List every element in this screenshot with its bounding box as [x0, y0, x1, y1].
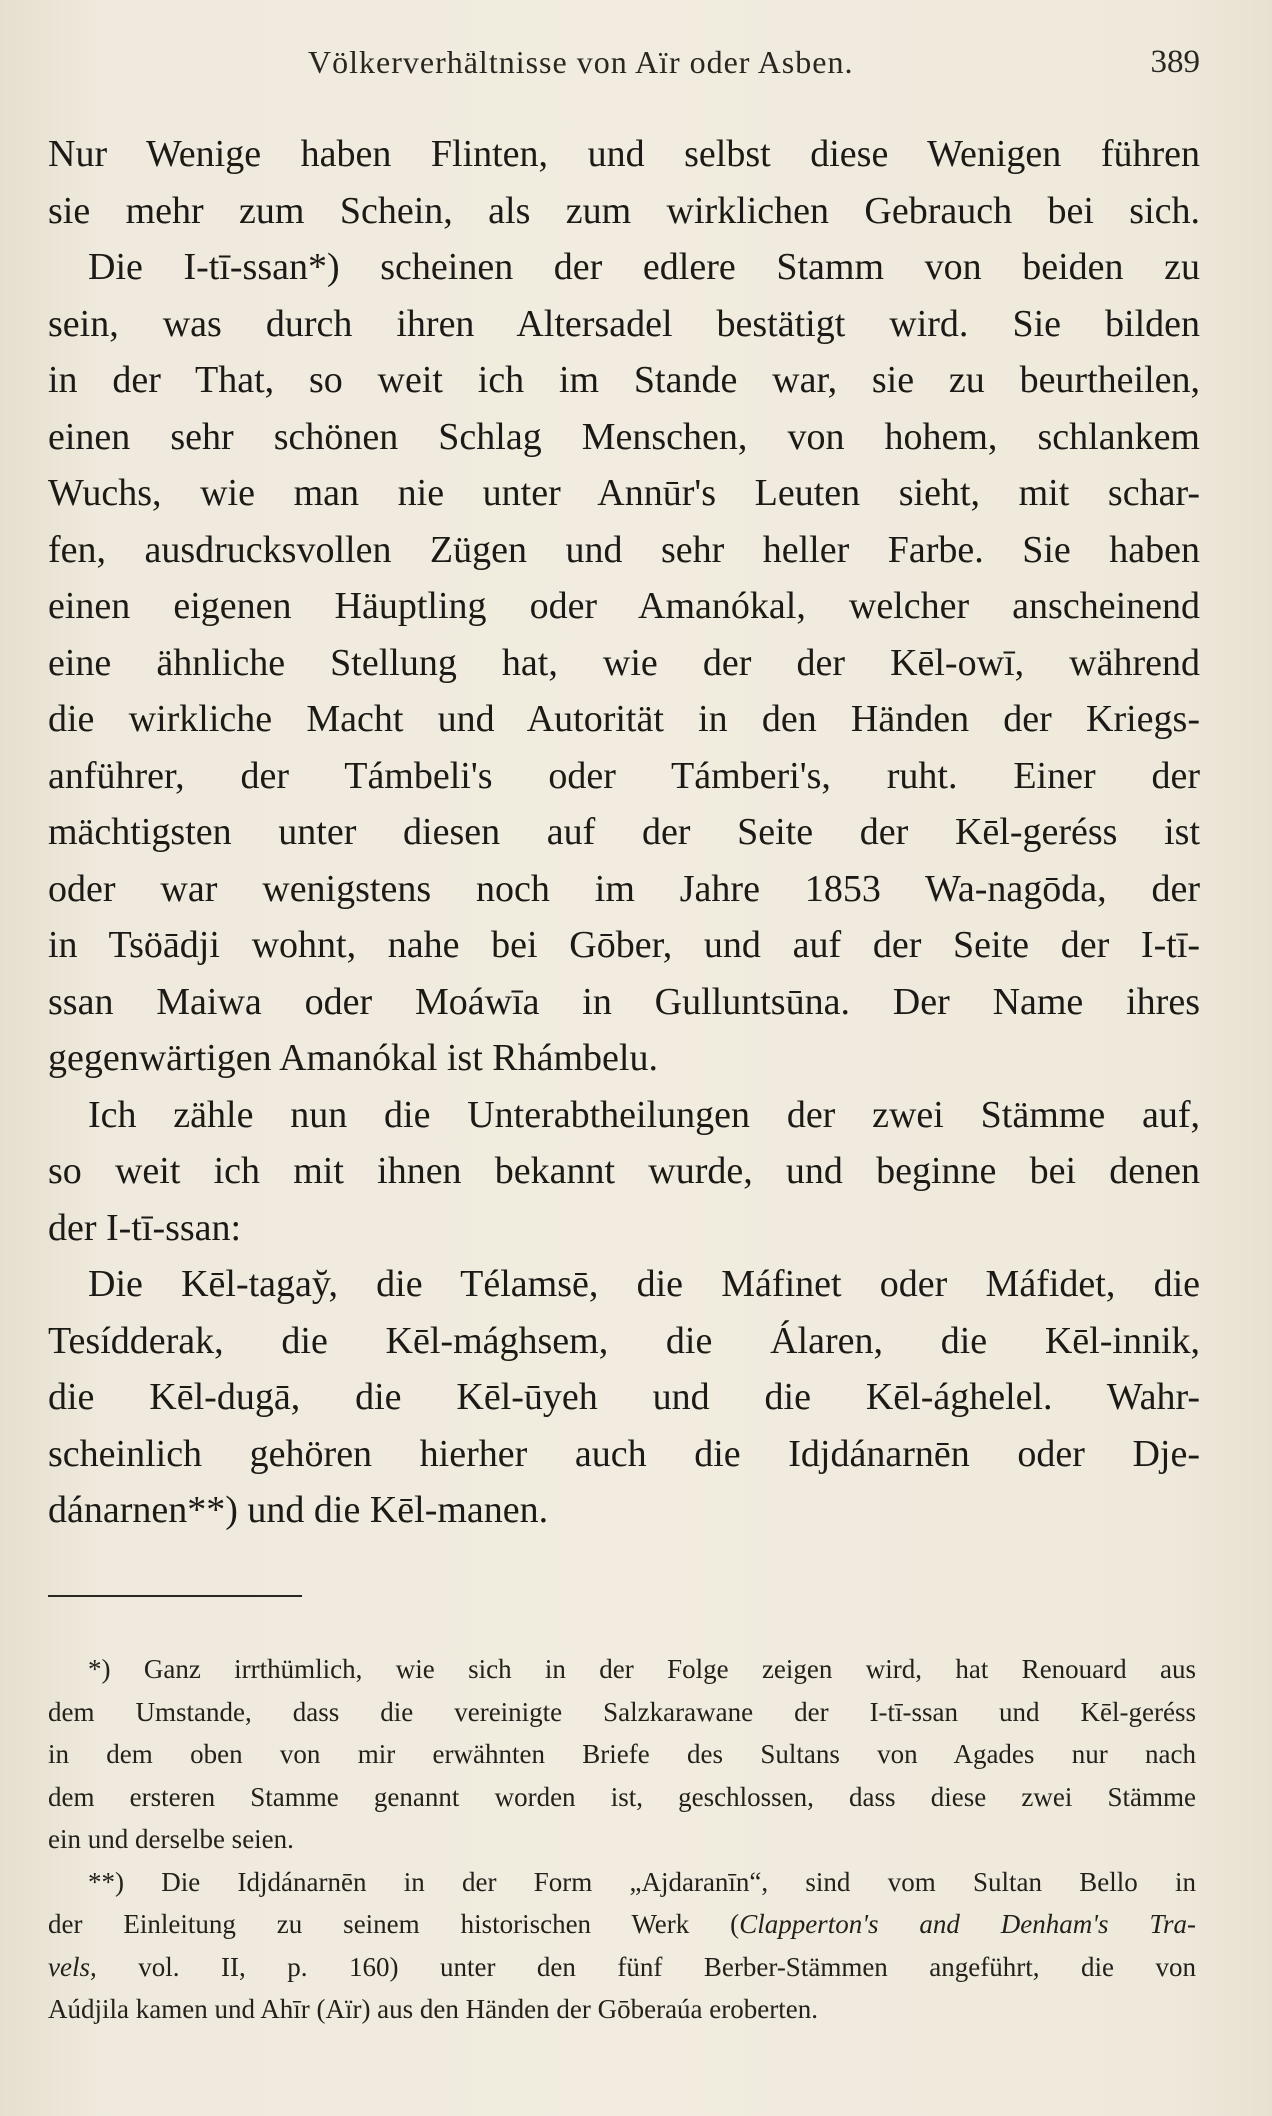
paragraph-3	[48, 1087, 1200, 1257]
text-line: Die I-tī-ssan*) scheinen der edlere Stamm von beiden zu	[88, 246, 1200, 288]
footnote-divider	[48, 1595, 302, 1597]
footnote-citation-italic: vels,	[48, 1951, 97, 1982]
main-text	[48, 126, 1200, 1539]
footnote-citation-italic: Clapperton's and Denham's Tra-	[739, 1909, 1196, 1939]
footnote-line	[48, 1946, 1196, 1989]
text-line: eine ähnliche Stellung hat, wie der der Kēl-owī, während	[48, 641, 1200, 684]
footnote-1	[48, 1648, 1196, 1861]
text-line: dánarnen**) und die Kēl-manen.	[48, 1489, 549, 1531]
text-line: Die Kēl-tagay̆, die Télamsē, die Máfinet oder Máfidet, die	[88, 1263, 1200, 1305]
text-line: Ich zähle nun die Unterabtheilungen der zwei Stämme auf,	[88, 1093, 1200, 1136]
page-number: 389	[1150, 44, 1200, 80]
text-line: Tesídderak, die Kēl-mághsem, die Álaren, die Kēl-innik,	[48, 1319, 1200, 1362]
footnote-line: **) Die Idjdánarnēn in der Form „Ajdaranīn“, sind vom Sultan Bello in	[88, 1866, 1196, 1897]
text-line: scheinlich gehören hierher auch die Idjdánarnēn oder Dje-	[48, 1432, 1200, 1475]
text-line: einen sehr schönen Schlag Menschen, von hohem, schlankem	[48, 415, 1200, 458]
running-title: Völkerverhältnisse von Aïr oder Asben.	[308, 44, 854, 80]
text-line: fen, ausdrucksvollen Zügen und sehr heller Farbe. Sie haben	[48, 528, 1200, 571]
footnote-text: vol. II, p. 160) unter den fünf Berber-Stämmen angeführt, die von	[96, 1951, 1196, 1982]
footnote-line	[48, 1903, 1196, 1946]
footnote-line: dem Umstande, dass die vereinigte Salzkarawane der I-tī-ssan und Kēl-geréss	[48, 1696, 1196, 1727]
paragraph-2	[48, 239, 1200, 1087]
text-line: der I-tī-ssan:	[48, 1206, 242, 1249]
footnote-line: in dem oben von mir erwähnten Briefe des Sultans von Agades nur nach	[48, 1739, 1196, 1769]
text-line: Wuchs, wie man nie unter Annūr's Leuten sieht, mit schar-	[48, 472, 1200, 514]
text-line: gegenwärtigen Amanókal ist Rhámbelu.	[48, 1037, 658, 1079]
text-line: anführer, der Támbeli's oder Támberi's, ruht. Einer der	[48, 754, 1200, 797]
footnote-text: der Einleitung zu seinem historischen Werk (	[48, 1909, 740, 1939]
footnote-line: Aúdjila kamen und Ahīr (Aïr) aus den Händen der Gōberaúa eroberten.	[48, 1994, 818, 2024]
text-line: sein, was durch ihren Altersadel bestätigt wird. Sie bilden	[48, 302, 1200, 345]
paragraph-4	[48, 1256, 1200, 1539]
footnotes	[48, 1648, 1196, 2031]
footnote-line: dem ersteren Stamme genannt worden ist, geschlossen, dass diese zwei Stämme	[48, 1781, 1196, 1812]
footnote-line: *) Ganz irrthümlich, wie sich in der Folge zeigen wird, hat Renouard aus	[88, 1654, 1196, 1684]
footnote-2	[48, 1861, 1196, 2031]
text-line: in der That, so weit ich im Stande war, sie zu beurtheilen,	[48, 359, 1200, 401]
text-line: die wirkliche Macht und Autorität in den Händen der Kriegs-	[48, 698, 1200, 740]
text-line: einen eigenen Häuptling oder Amanókal, welcher anscheinend	[48, 585, 1200, 627]
text-line: in Tsöādji wohnt, nahe bei Gōber, und auf der Seite der I-tī-	[48, 924, 1200, 966]
text-line: sie mehr zum Schein, als zum wirklichen Gebrauch bei sich.	[48, 189, 1200, 232]
paragraph-1	[48, 126, 1200, 239]
text-line: ssan Maiwa oder Moáwīa in Gulluntsūna. Der Name ihres	[48, 980, 1200, 1023]
text-line: mächtigsten unter diesen auf der Seite der Kēl-geréss ist	[48, 811, 1200, 853]
text-line: Nur Wenige haben Flinten, und selbst diese Wenigen führen	[48, 133, 1200, 175]
footnote-line: ein und derselbe seien.	[48, 1824, 294, 1854]
page-header	[48, 44, 1200, 84]
text-line: oder war wenigstens noch im Jahre 1853 Wa-nagōda, der	[48, 867, 1200, 910]
text-line: so weit ich mit ihnen bekannt wurde, und beginne bei denen	[48, 1150, 1200, 1192]
text-line: die Kēl-dugā, die Kēl-ūyeh und die Kēl-ághelel. Wahr-	[48, 1376, 1200, 1418]
